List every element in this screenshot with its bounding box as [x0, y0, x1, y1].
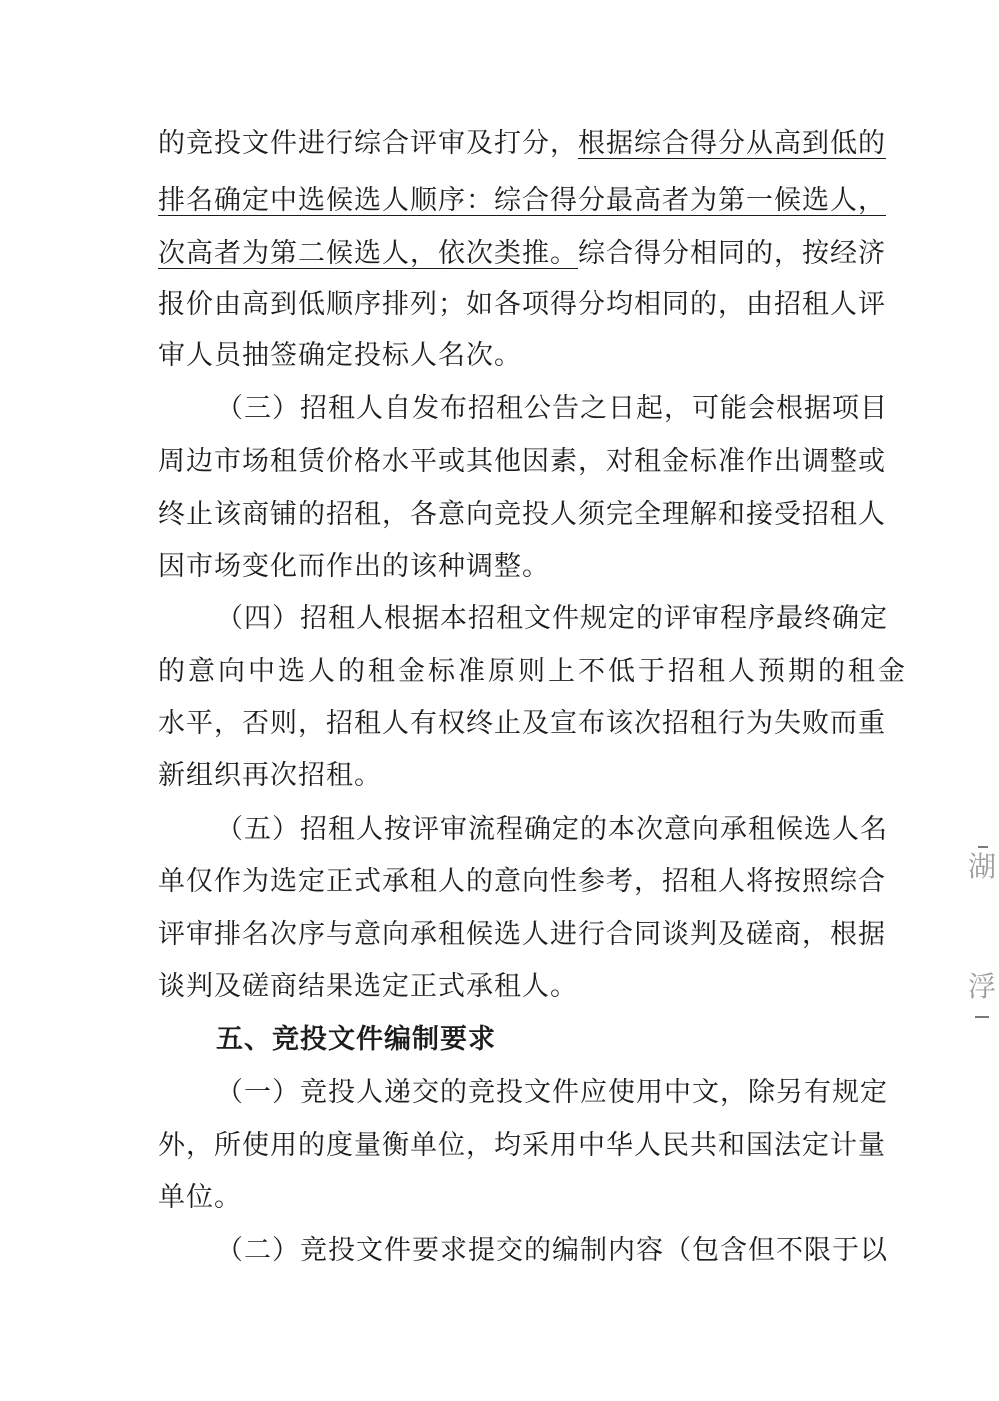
- para1-line4: 报价由高到低顺序排列；如各项得分均相同的，由招租人评: [158, 289, 886, 320]
- para1-line1-underlined: 根据综合得分从高到低的: [578, 128, 886, 159]
- para1-line3: [158, 234, 886, 274]
- para2-line4: 因市场变化而作出的该种调整。: [158, 551, 550, 582]
- para5-line3: 单位。: [158, 1182, 242, 1213]
- para1-line2-underlined: 排名确定中选候选人顺序：综合得分最高者为第一候选人，: [158, 185, 886, 216]
- para2-line3: 终止该商铺的招租，各意向竞投人须完全理解和接受招租人: [158, 499, 886, 530]
- para3-line1: （四）招租人根据本招租文件规定的评审程序最终确定: [216, 603, 888, 634]
- para1-line3-text: 综合得分相同的，按经济: [578, 238, 886, 269]
- para4-line4: 谈判及磋商结果选定正式承租人。: [158, 971, 578, 1002]
- para2-line2: 周边市场租赁价格水平或其他因素，对租金标准作出调整或: [158, 446, 886, 477]
- para4-line2: 单仅作为选定正式承租人的意向性参考，招租人将按照综合: [158, 866, 886, 897]
- seal-edge-mark-bottom: [975, 1016, 989, 1018]
- seal-fragment-top: 湖: [968, 850, 997, 883]
- para4-line3: 评审排名次序与意向承租候选人进行合同谈判及磋商，根据: [158, 919, 886, 950]
- para4-line1: （五）招租人按评审流程确定的本次意向承租候选人名: [216, 814, 888, 845]
- para2-line1: （三）招租人自发布招租公告之日起，可能会根据项目: [216, 393, 888, 424]
- para1-line3-underlined: 次高者为第二候选人，依次类推。: [158, 238, 578, 269]
- para3-line2: 的意向中选人的租金标准原则上不低于招租人预期的租金: [158, 656, 908, 687]
- para6-line1: （二）竞投文件要求提交的编制内容（包含但不限于以: [216, 1235, 888, 1266]
- para1-line5: 审人员抽签确定投标人名次。: [158, 340, 522, 371]
- para5-line2: 外，所使用的度量衡单位，均采用中华人民共和国法定计量: [158, 1130, 886, 1161]
- para1-line1: [158, 124, 886, 164]
- seal-edge-mark-top: [978, 846, 988, 848]
- seal-fragment-bottom: 浮: [968, 970, 997, 1003]
- section-heading: 五、竞投文件编制要求: [216, 1024, 496, 1055]
- para1-line1-text: 的竞投文件进行综合评审及打分，: [158, 128, 578, 159]
- para3-line4: 新组织再次招租。: [158, 760, 382, 791]
- para5-line1: （一）竞投人递交的竞投文件应使用中文，除另有规定: [216, 1077, 888, 1108]
- para3-line3: 水平，否则，招租人有权终止及宣布该次招租行为失败而重: [158, 708, 886, 739]
- para1-line2: [158, 181, 886, 221]
